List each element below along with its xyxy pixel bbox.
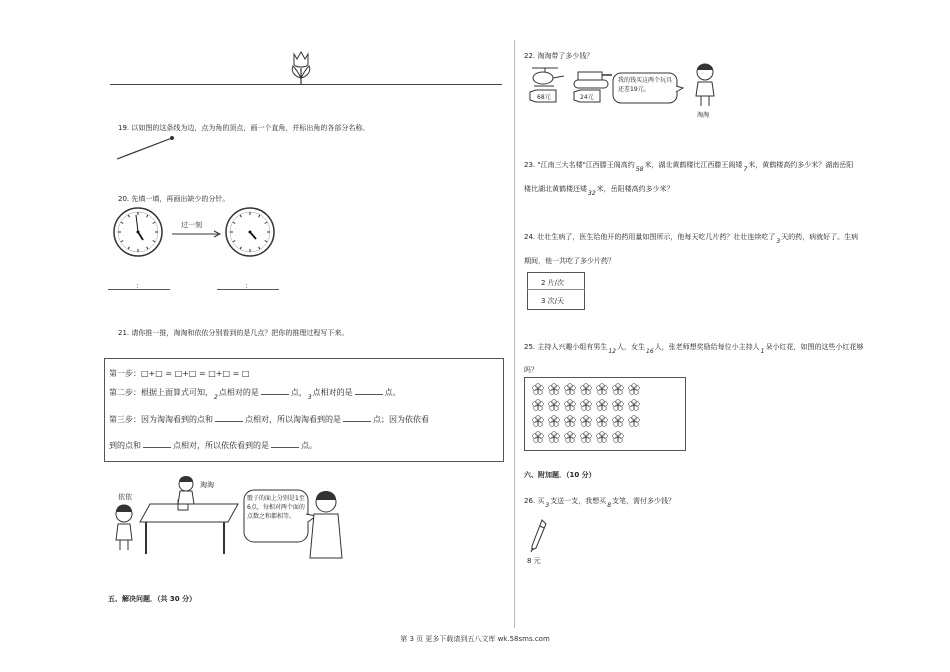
q25-num: 12	[608, 348, 616, 355]
q22-text: 22. 淘淘带了多少钱？	[524, 52, 594, 60]
q25-part: 朵小红花，如图的这些小红花够	[765, 343, 864, 351]
step2-part: 点，	[290, 388, 307, 397]
blank-field[interactable]	[261, 387, 289, 395]
q25-part: 人，女生	[617, 343, 645, 351]
q19-text: 19. 以如图的这条线为边，点为角的顶点，画一个直角，并标出角的各部分名称。	[118, 124, 370, 132]
colon-text: ：	[136, 282, 143, 290]
q24-part: 天的药，病就好了。生病	[781, 233, 859, 241]
q23-line1	[524, 160, 853, 171]
dosage-row1: 2 片/次	[541, 279, 565, 287]
q21-text: 21. 请你推一推，淘淘和依依分别看到的是几点？把你的推理过程写下来。	[118, 329, 349, 337]
q23-part: 23. "江南三大名楼"江西滕王阁高约	[524, 161, 635, 169]
q26-part: 支送一支，我想买	[550, 497, 607, 505]
q26-line	[524, 496, 675, 507]
q26-part: 26. 买	[524, 497, 545, 505]
blank-field[interactable]	[215, 414, 243, 422]
clock-icon	[224, 206, 276, 258]
blank-field[interactable]	[271, 440, 299, 448]
q25-part: 人，张老师想奖励给每位小主持人	[654, 343, 760, 351]
step2-part: 点。	[384, 388, 401, 397]
step3-part: 点；因为依依看	[373, 415, 429, 424]
tulip-icon	[283, 50, 319, 86]
q20-arrow-label: 过一刻	[181, 221, 202, 229]
colon-text: ：	[245, 282, 252, 290]
q23-part: 楼比湖北黄鹤楼还矮	[524, 185, 587, 193]
q23-part: 米，湖北黄鹤楼比江西滕王阁矮	[644, 161, 743, 169]
dosage-row2: 3 次/天	[541, 297, 565, 305]
right-arrow-icon	[172, 230, 222, 238]
q22-name: 淘淘	[697, 112, 710, 119]
pen-price: 8 元	[527, 557, 541, 565]
blank-field[interactable]	[343, 414, 371, 422]
step3-part: 点相对，所以淘淘看到的是	[245, 415, 341, 424]
q24-line2: 期间，他一共吃了多少片药？	[524, 257, 615, 265]
q25-line1	[524, 342, 863, 353]
teacher-speech-bubble: 骰子的面上分别是1至6点，每相对两个面的点数之和都相等。	[247, 495, 305, 520]
q23-line2	[524, 184, 674, 195]
price-tag-helicopter: 68元	[537, 94, 551, 101]
blank-field[interactable]	[355, 387, 383, 395]
step4-part: 点相对，所以依依看到的是	[173, 441, 269, 450]
step4-part: 点。	[301, 441, 317, 450]
price-tag-tank: 24元	[580, 94, 594, 101]
step2-num: 3	[307, 394, 312, 401]
q21-step4	[109, 440, 317, 451]
q21-step3	[109, 414, 429, 425]
q25-num: 16	[646, 348, 654, 355]
page-footer: 第 3 页 更多下载请到五八文库 wk.58sms.com	[400, 635, 550, 643]
q21-step1: 第一步：□+□ = □+□ = □+□ = □	[109, 369, 250, 378]
label-taotao: 淘淘	[200, 481, 214, 489]
blank-field[interactable]	[143, 440, 171, 448]
flower-row	[533, 384, 640, 443]
q26-num: 3	[545, 502, 550, 509]
q19-ray-line	[115, 135, 177, 161]
q23-num: 58	[635, 166, 644, 173]
clock-icon	[112, 206, 164, 258]
q21-step2	[109, 387, 401, 401]
q23-part: 米，岳阳楼高约多少米？	[596, 185, 674, 193]
dice-scene-illustration	[110, 470, 350, 560]
q26-part: 支笔，需付多少钱？	[612, 497, 676, 505]
step2-num: 2	[214, 394, 218, 401]
q24-part: 24. 壮壮生病了，医生给他开的药用量如图所示，他每天吃几片药？壮壮连续吃了	[524, 233, 776, 241]
q24-line1	[524, 232, 858, 243]
dosage-divider	[527, 289, 585, 290]
step2-part: 第二步：根据上面算式可知，	[109, 388, 213, 397]
label-yiyi: 依依	[118, 493, 132, 501]
column-divider	[514, 40, 515, 628]
q23-part: 米，黄鹤楼高约多少米？湖南岳阳	[748, 161, 854, 169]
q22-speech-bubble: 我的钱买这两个玩具还差19元。	[618, 77, 673, 93]
q26-num: 8	[607, 502, 612, 509]
q25-line2: 吗？	[524, 366, 538, 374]
pen-icon	[528, 518, 548, 554]
step3-part: 第三步：因为淘淘看到的点和	[109, 415, 213, 424]
section6-heading: 六、附加题．（10 分）	[524, 471, 596, 479]
section5-heading: 五、解决问题．（共 30 分）	[108, 595, 197, 603]
flower-grid	[526, 380, 684, 448]
boy-illustration	[690, 62, 720, 108]
q25-num: 1	[760, 348, 765, 355]
q23-num: 32	[588, 190, 596, 197]
q25-part: 25. 主持人兴趣小组有男生	[524, 343, 608, 351]
step2-part: 点相对的是	[218, 388, 259, 397]
q20-text: 20. 先填一填，再画出缺少的分针。	[118, 195, 230, 203]
step4-part: 到的点和	[109, 441, 141, 450]
step2-part: 点相对的是	[312, 388, 353, 397]
q23-num: 7	[743, 166, 748, 173]
q24-num: 3	[776, 238, 781, 245]
